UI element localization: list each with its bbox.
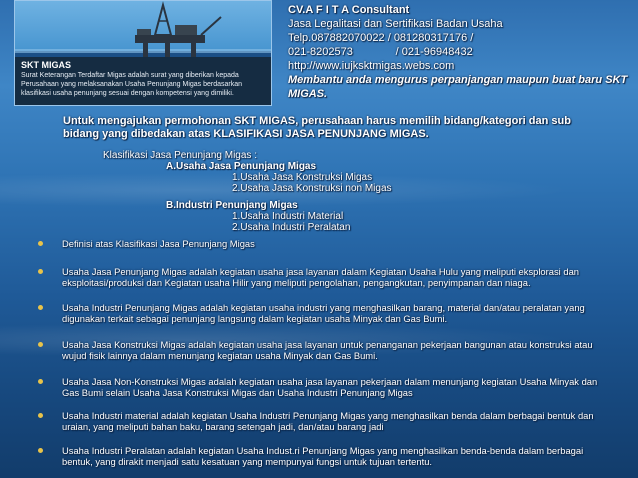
list-item [38,266,598,288]
company-tagline: Jasa Legalitasi dan Sertifikasi Badan Usaha [288,18,503,30]
banner-caption [15,57,271,105]
group-b-item: 2.Usaha Industri Peralatan [232,222,351,233]
list-item-text: Usaha Industri material adalah kegiatan Usaha Industri Penunjang Migas yang menghasilkan benda dalam berbagai bentuk dan uraian, yang meliputi bahan baku, barang setengah jadi, dan/atau barang jadi [62,410,594,432]
list-item-text: Definisi atas Klasifikasi Jasa Penunjang Migas [62,238,255,249]
list-item-text: Usaha Jasa Konstruksi Migas adalah kegiatan usaha jasa layanan untuk penanganan pekerjaan bangunan atau konstruksi atau wujud fisik lainnya dalam menunjang kegiatan usaha Minyak dan Gas Bumi. [62,339,593,361]
contact-block [288,3,633,101]
bullet-icon [38,342,43,347]
group-a-item: 1.Usaha Jasa Konstruksi Migas [232,172,373,183]
bullet-icon [38,305,43,310]
bullet-icon [38,413,43,418]
banner-title: SKT MIGAS [21,60,72,70]
group-b-heading: B.Industri Penunjang Migas [166,200,298,211]
intro-paragraph: Untuk mengajukan permohonan SKT MIGAS, perusahaan harus memilih bidang/kategori dan sub bidang yang dibedakan atas KLASIFIKASI JASA PENUNJANG MIGAS. [63,115,571,140]
list-item-text: Usaha Industri Penunjang Migas adalah kegiatan usaha industri yang menghasilkan barang, material dan/atau peralatan yang digunakan terkait sebagai penunjang langsung dalam kegiatan usaha Minyak dan Gas Bumi. [62,302,585,324]
list-item [38,410,598,432]
company-name: CV.A F I T A Consultant [288,4,410,16]
bullet-icon [38,379,43,384]
list-item [38,445,598,467]
bullet-icon [38,448,43,453]
list-item [38,238,598,249]
klasifikasi-title: Klasifikasi Jasa Penunjang Migas : [103,150,257,161]
list-item-text: Usaha Industri Peralatan adalah kegiatan Usaha Indust.ri Penunjang Migas yang menghasilkan benda-benda dalam berbagai bentuk, yang dirakit menjadi satu kesatuan yang mempunyai fungsi untuk tujuan tertentu. [62,445,584,467]
list-item-text: Usaha Jasa Non-Konstruksi Migas adalah kegiatan usaha jasa layanan pekerjaan dalam menunjang kegiatan Usaha Minyak dan Gas Bumi selain Usaha Jasa Konstruksi Migas dan Usaha Industri Penunjang Migas [62,376,598,398]
phone-line-2: 021-8202573 / 021-96948432 [288,46,473,58]
bullet-icon [38,269,43,274]
phone-line-1: Telp.087882070022 / 081280317176 / [288,32,474,44]
group-a-item: 2.Usaha Jasa Konstruksi non Migas [232,183,392,194]
slogan: Membantu anda mengurus perpanjangan maupun buat baru SKT MIGAS. [288,74,628,100]
group-b-item: 1.Usaha Industri Material [232,211,344,222]
banner-image [14,0,272,106]
list-item [38,376,598,398]
banner-text: Surat Keterangan Terdaftar Migas adalah surat yang diberikan kepada Perusahaan yang melaksanakan Usaha Penunjang Migas berdasarkan klasifikasi usaha penunjang sesuai dengan kompetensi yang dimiliki. [21,72,243,97]
list-item-text: Usaha Jasa Penunjang Migas adalah kegiatan usaha jasa layanan dalam Kegiatan Usaha Hulu yang meliputi eksplorasi dan eksploitasi/produksi dan Kegiatan usaha Hilir yang meliputi pengolahan, pengangkutan, penyimpanan dan niaga. [62,266,580,288]
group-a-heading: A.Usaha Jasa Penunjang Migas [166,161,317,172]
website-link[interactable]: http://www.iujksktmigas.webs.com [288,60,455,72]
list-item [38,339,598,361]
bullet-icon [38,241,43,246]
list-item [38,302,598,324]
